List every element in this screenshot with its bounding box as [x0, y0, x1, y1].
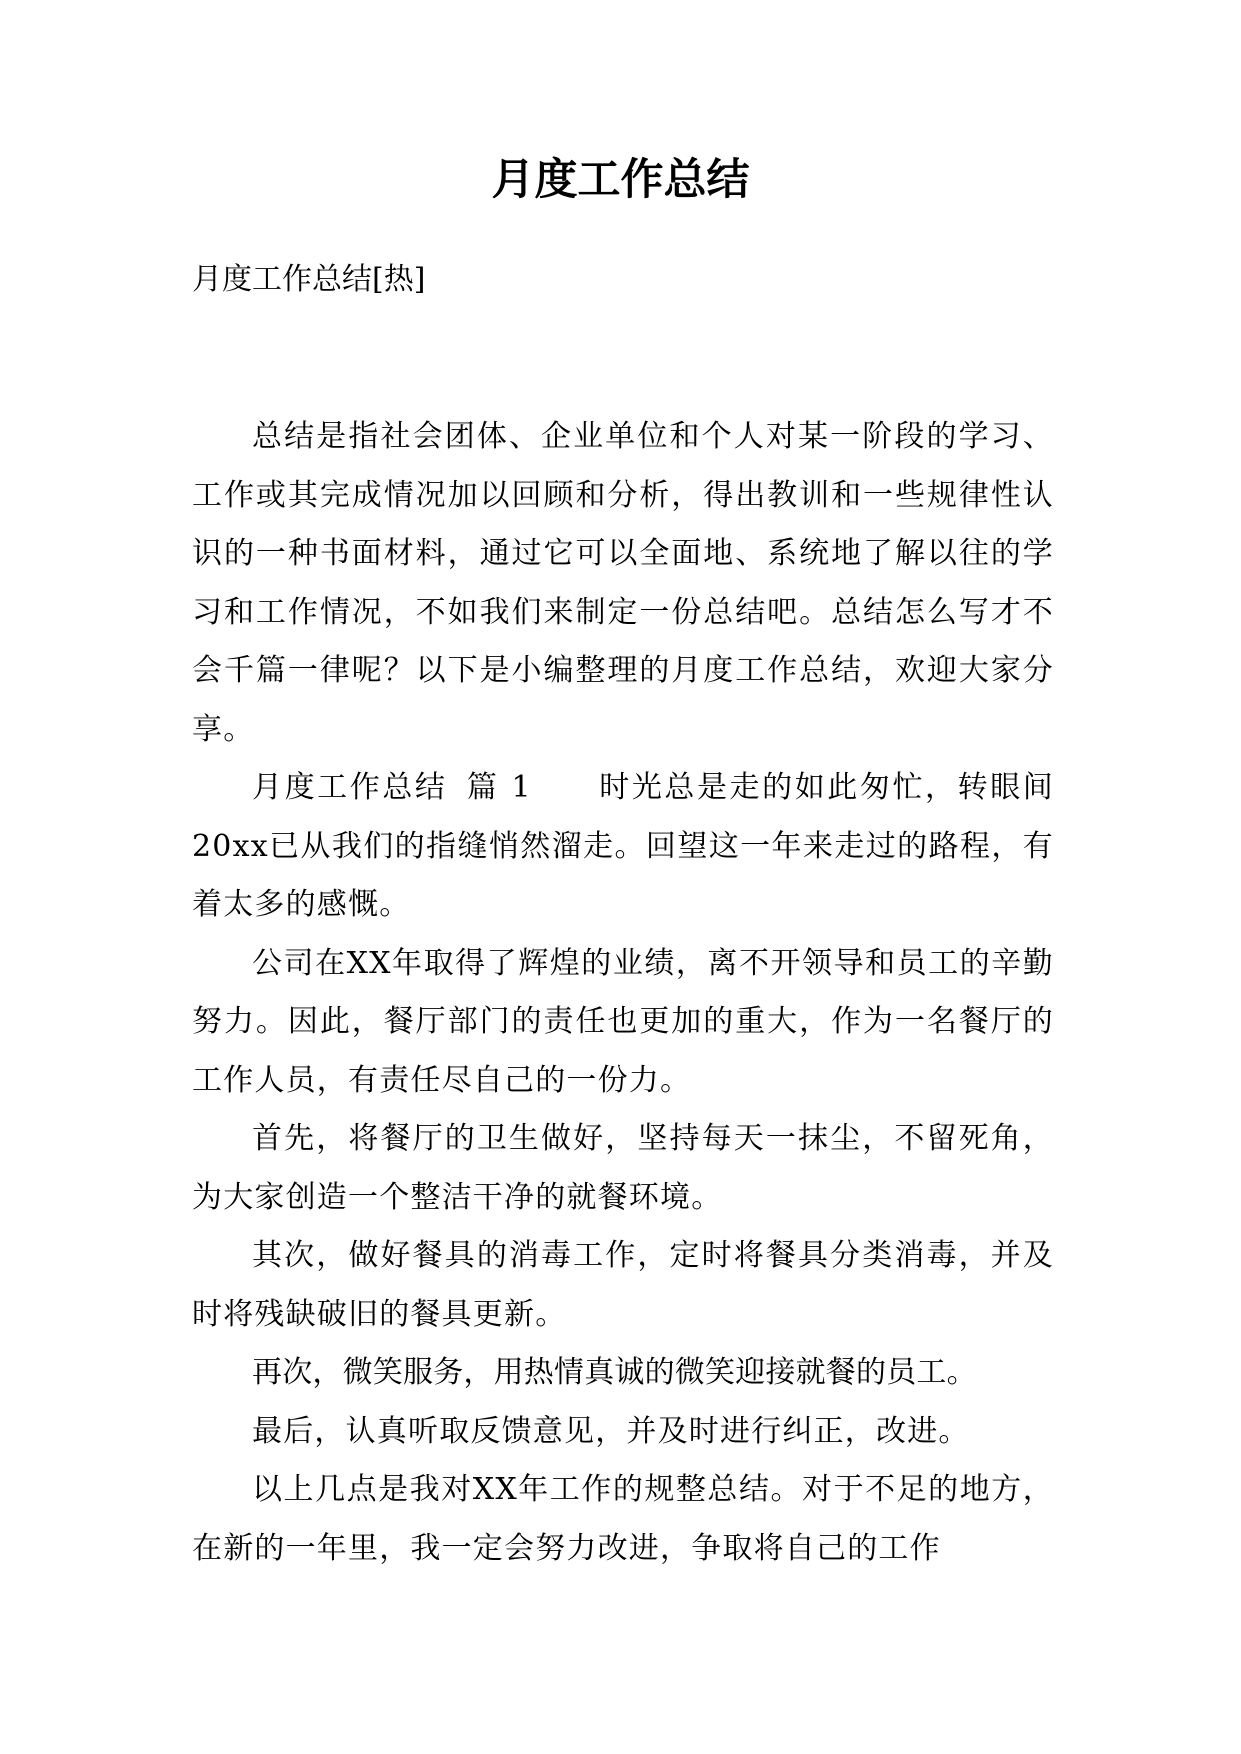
- section-paragraph: [192, 759, 1054, 935]
- body-paragraph: 公司在XX年取得了辉煌的业绩，离不开领导和员工的辛勤努力。因此，餐厅部门的责任也更加的重大，作为一名餐厅的工作人员，有责任尽自己的一份力。: [192, 945, 1054, 1098]
- body-paragraph: 首先，将餐厅的卫生做好，坚持每天一抹尘，不留死角，为大家创造一个整洁干净的就餐环境。: [192, 1121, 1054, 1215]
- body-paragraph: 以上几点是我对XX年工作的规整总结。对于不足的地方，在新的一年里，我一定会努力改进，争取将自己的工作: [192, 1472, 1054, 1566]
- document-title: 月度工作总结: [491, 155, 750, 205]
- section-heading: 月度工作总结: [252, 770, 448, 805]
- document-body: [192, 408, 1054, 1578]
- section-text: 时光总是走的如此匆忙，转眼间20xx已从我们的指缝悄然溜走。回望这一年来走过的路程，有着太多的感慨。: [192, 770, 1054, 922]
- body-paragraph: 最后，认真听取反馈意见，并及时进行纠正，改进。: [252, 1413, 970, 1449]
- section-label: 篇 1: [465, 770, 532, 805]
- document-subtitle: 月度工作总结[热]: [192, 262, 426, 297]
- body-paragraph: 其次，做好餐具的消毒工作，定时将餐具分类消毒，并及时将残缺破旧的餐具更新。: [192, 1238, 1054, 1332]
- body-paragraph: 再次，微笑服务，用热情真诚的微笑迎接就餐的员工。: [252, 1355, 977, 1390]
- intro-paragraph: 总结是指社会团体、企业单位和个人对某一阶段的学习、工作或其完成情况加以回顾和分析，得出教训和一些规律性认识的一种书面材料，通过它可以全面地、系统地了解以往的学习和工作情况，不如我们来制定一份总结吧。总结怎么写才不会千篇一律呢？以下是小编整理的月度工作总结，欢迎大家分享。: [192, 419, 1054, 747]
